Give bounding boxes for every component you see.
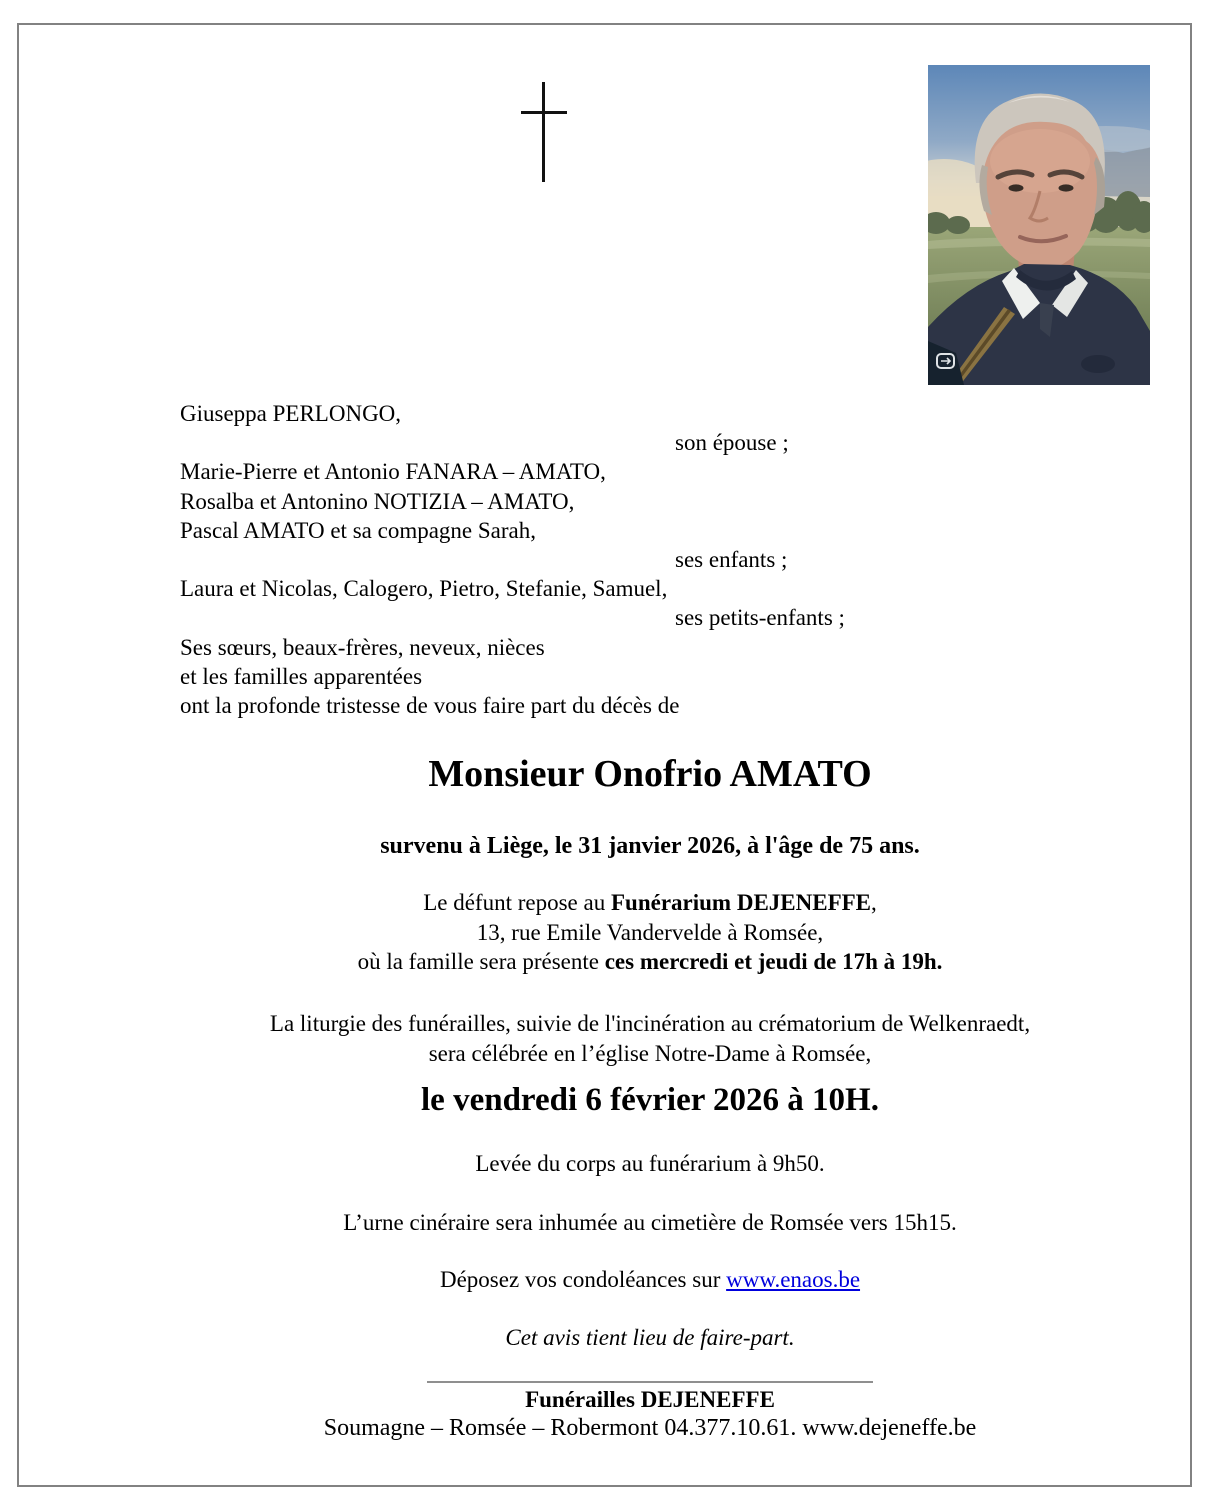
condolences-text: Déposez vos condoléances sur [439,1267,727,1292]
relation-label-children: ses enfants ; [675,546,788,572]
deceased-name-title: Monsieur Onofrio AMATO [428,753,872,795]
family-list [180,399,1120,720]
condolences-link[interactable]: www.enaos.be [726,1267,861,1292]
relation-label-spouse: son épouse ; [675,430,789,456]
ceremony-line-2: sera célébrée en l’église Notre-Dame à Romsée, [428,1040,872,1066]
funeral-home-name: Funérailles DEJENEFFE [525,1387,775,1412]
funerarium-name: Funérarium DEJENEFFE [610,890,872,915]
portrait-illustration [928,65,1150,385]
condolences-line [180,1265,1120,1294]
repose-block [180,888,1120,977]
avis-line: Cet avis tient lieu de faire-part. [505,1325,795,1350]
repose-line-1-end: , [871,890,877,915]
ceremony-block [180,1009,1120,1068]
family-line: Giuseppa PERLONGO, [180,401,402,426]
death-details-line: survenu à Liège, le 31 janvier 2026, à l'âge de 75 ans. [380,833,920,859]
visiting-hours-bold: ces mercredi et jeudi de 17h à 19h. [604,949,943,974]
family-line: Marie-Pierre et Antonio FANARA – AMATO, [180,459,606,485]
family-line: Pascal AMATO et sa compagne Sarah, [180,517,536,543]
repose-line-1 [180,888,1120,918]
family-line: Laura et Nicolas, Calogero, Pietro, Stefanie, Samuel, [180,576,668,602]
urne-line: L’urne cinéraire sera inhumée au cimetière de Romsée vers 15h15. [343,1210,957,1235]
visiting-hours-text: où la famille sera présente [357,949,605,974]
ceremony-line-1: La liturgie des funérailles, suivie de l'incinération au crématorium de Welkenraedt, [269,1011,1031,1036]
deceased-portrait-photo [928,65,1150,385]
footer-divider-line [427,1381,873,1383]
visiting-hours-line [180,947,1120,977]
relation-label-grandchildren: ses petits-enfants ; [675,605,845,631]
levee-du-corps-line: Levée du corps au funérarium à 9h50. [475,1151,825,1176]
funerarium-address: 13, rue Emile Vandervelde à Romsée, [476,919,824,945]
funeral-home-footer [180,1381,1120,1443]
cross-icon-vertical-bar [542,82,545,182]
announcement-line: ont la profonde tristesse de vous faire part du décès de [180,692,680,718]
family-line: et les familles apparentées [180,663,423,689]
repose-line-1-text: Le défunt repose au [423,890,611,915]
family-line: Rosalba et Antonino NOTIZIA – AMATO, [180,488,575,514]
cross-icon-horizontal-bar [521,111,567,114]
family-line: Ses sœurs, beaux-frères, neveux, nièces [180,634,545,660]
funeral-home-address: Soumagne – Romsée – Robermont 04.377.10.61. www.dejeneffe.be [323,1415,977,1441]
ceremony-date-line: le vendredi 6 février 2026 à 10H. [421,1082,879,1118]
